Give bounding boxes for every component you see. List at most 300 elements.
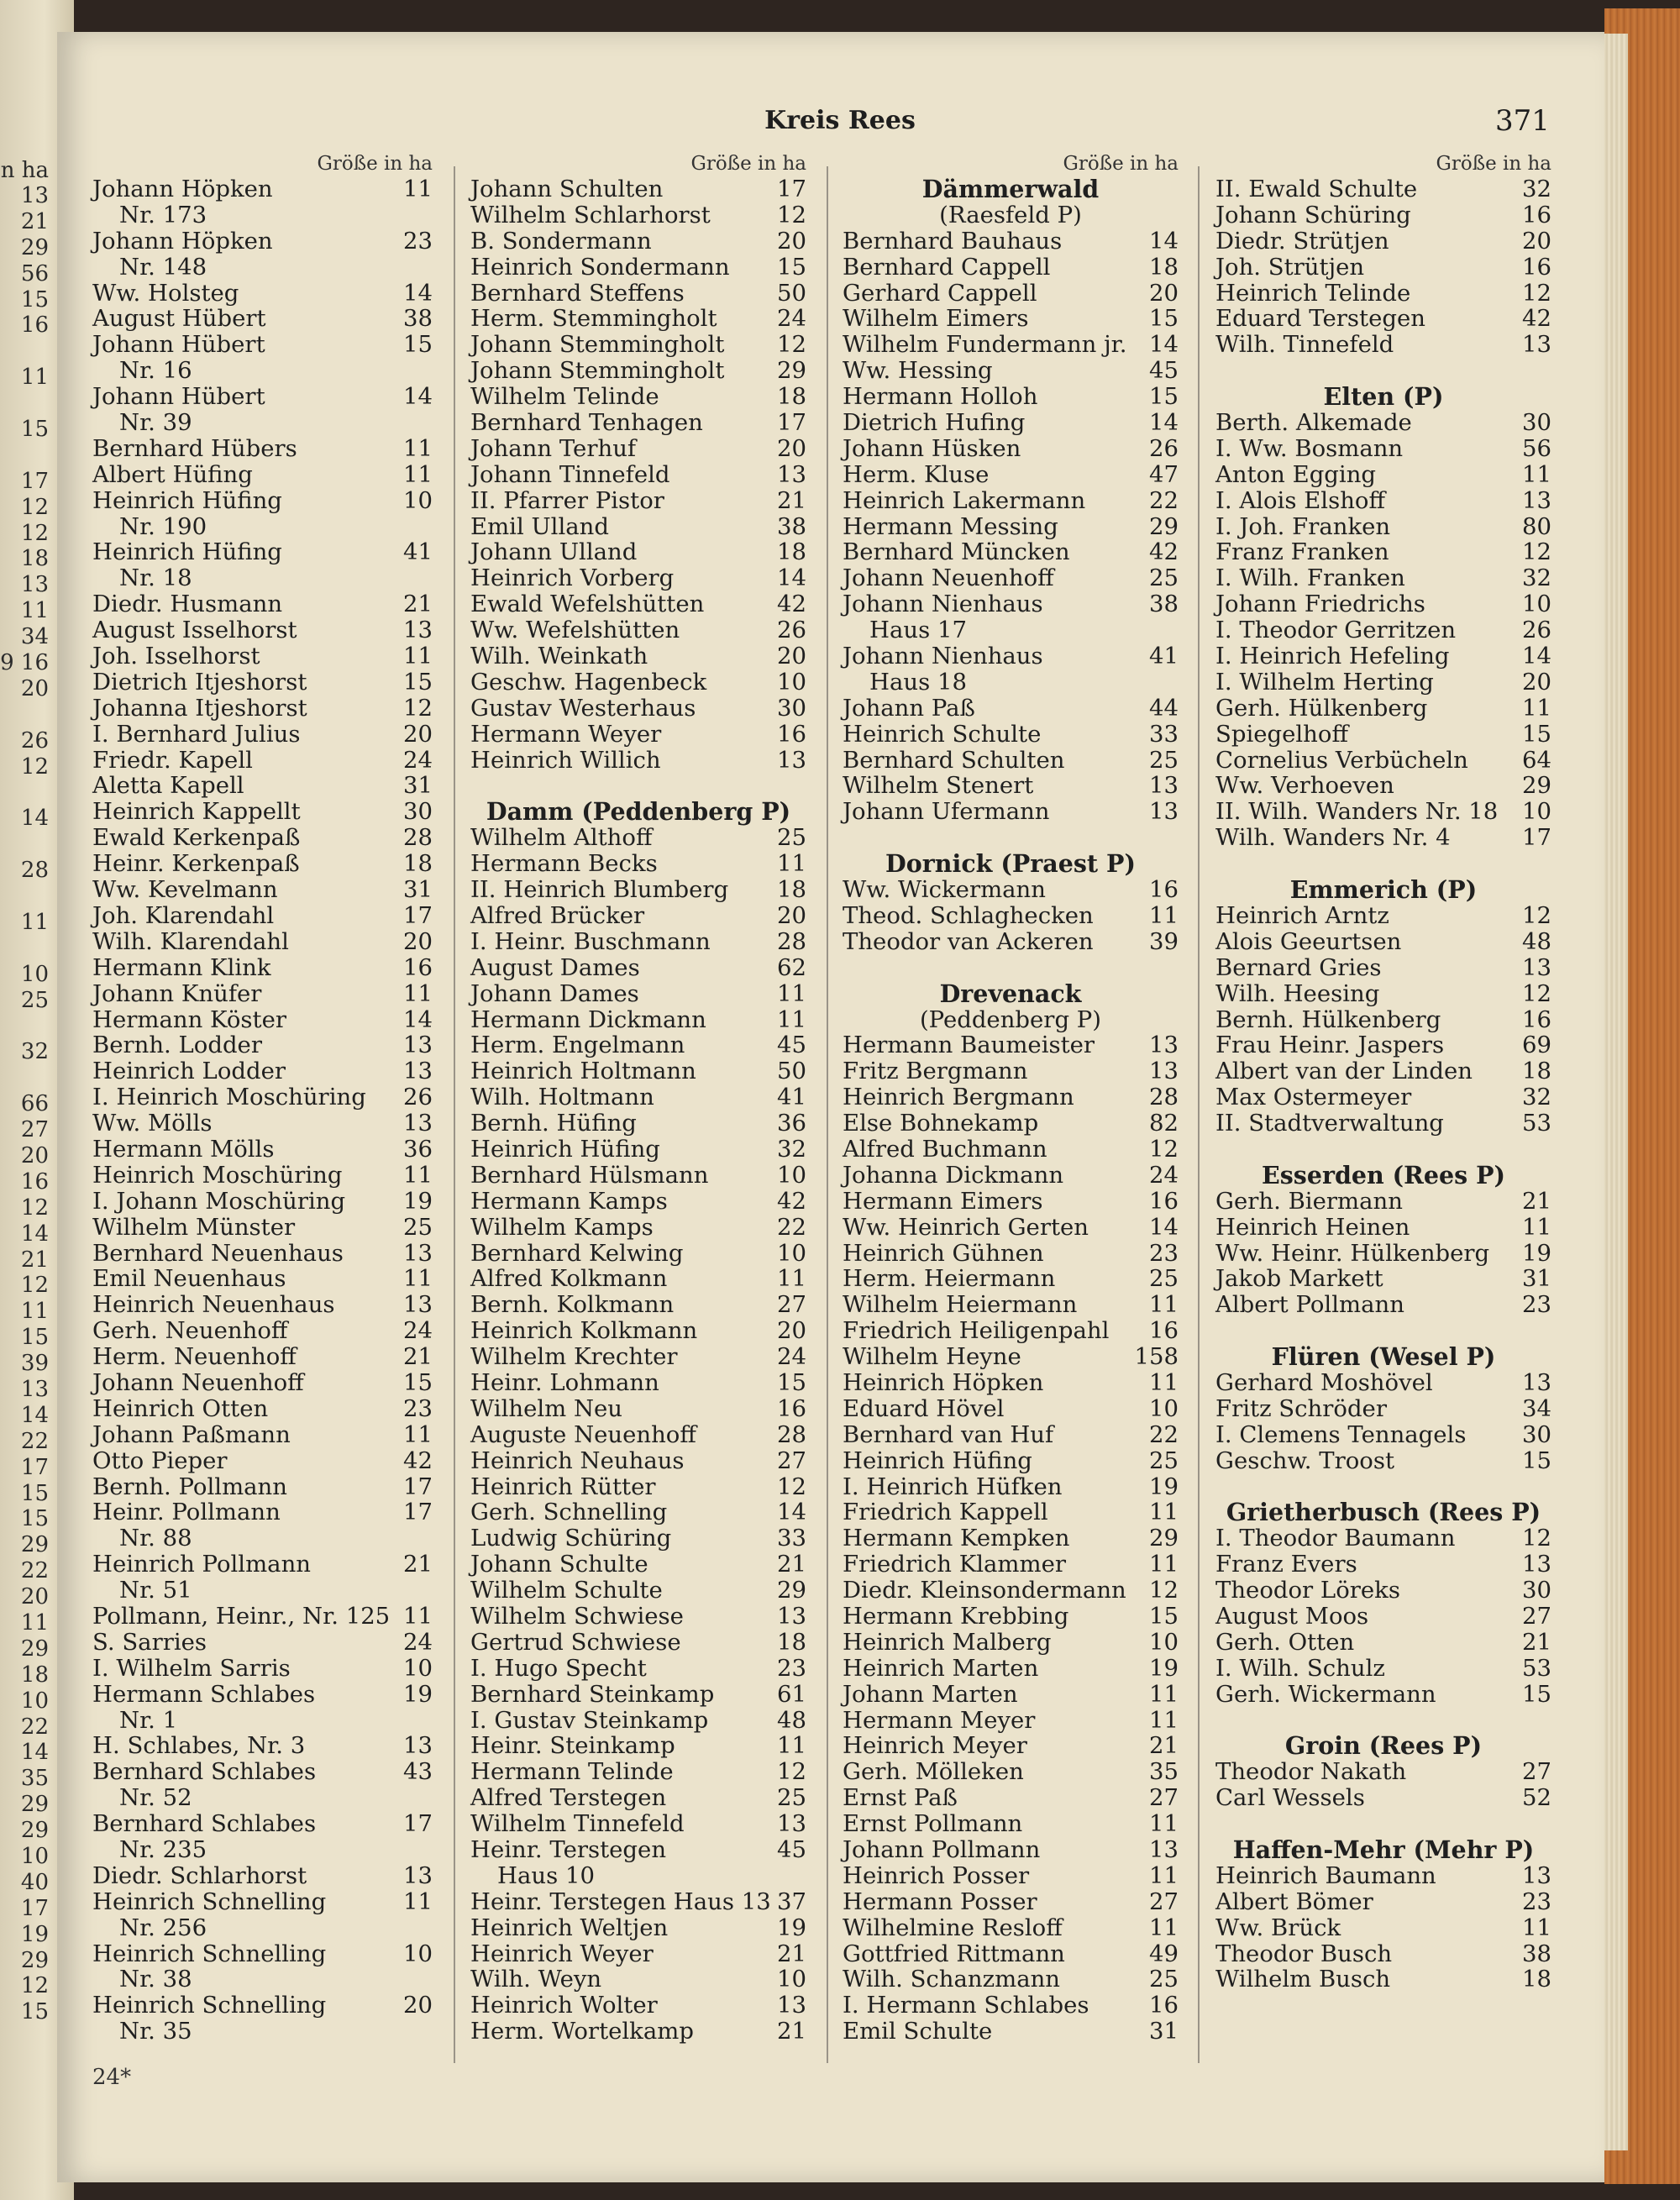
previous-page-value: 15 <box>20 417 49 443</box>
page-number: 371 <box>1495 104 1550 138</box>
size-value: 69 <box>1522 1032 1551 1059</box>
size-value: 13 <box>777 1810 806 1838</box>
list-item <box>92 696 433 722</box>
list-item <box>470 825 806 851</box>
size-value: 37 <box>777 1888 806 1915</box>
size-value: 13 <box>403 1732 433 1760</box>
size-value: 10 <box>403 486 433 514</box>
list-item <box>1215 1915 1551 1941</box>
owner-name: Herm. Heiermann <box>843 1265 1056 1293</box>
owner-name: Hermann Mölls <box>92 1135 275 1163</box>
owner-name: Bernhard Schlabes <box>92 1758 317 1786</box>
size-value: 52 <box>1522 1784 1551 1812</box>
size-value: 18 <box>1522 1966 1551 1993</box>
owner-name: Wilhelm Schlarhorst <box>470 201 711 228</box>
size-value: 25 <box>1149 564 1179 592</box>
list-item <box>470 358 806 384</box>
owner-name: Wilhelm Schulte <box>470 1577 663 1604</box>
owner-name: I. Heinr. Buschmann <box>470 927 711 955</box>
size-value: 16 <box>777 720 806 748</box>
owner-name: August Hübert <box>92 305 266 333</box>
list-item <box>1215 1863 1551 1889</box>
owner-name: I. Ww. Bosmann <box>1215 434 1404 462</box>
owner-name: Heinrich Gühnen <box>843 1239 1044 1267</box>
owner-name: Bernh. Kolkmann <box>470 1291 675 1319</box>
list-item <box>92 1552 433 1578</box>
list-item <box>470 696 806 722</box>
column-3 <box>843 151 1179 2045</box>
size-value: 31 <box>1522 1265 1551 1293</box>
previous-page-value: 17 <box>20 1895 49 1921</box>
size-value: 20 <box>777 1317 806 1345</box>
list-item <box>470 488 806 514</box>
owner-name: Johann Marten <box>843 1680 1018 1708</box>
owner-name: Eduard Hövel <box>843 1394 1005 1422</box>
size-value: 14 <box>403 383 433 411</box>
owner-name: Johann Schüring <box>1215 201 1411 228</box>
list-item <box>843 332 1179 358</box>
owner-name: Wilhelm Telinde <box>470 383 659 411</box>
list-item <box>470 384 806 410</box>
owner-name: August Moos <box>1215 1602 1369 1630</box>
list-item <box>843 514 1179 540</box>
list-item <box>843 722 1179 748</box>
previous-page-value: 22 <box>20 1428 49 1454</box>
list-item <box>92 488 433 514</box>
owner-name: Bernh. Pollmann <box>92 1473 287 1500</box>
list-item <box>843 1993 1179 2019</box>
owner-name: Hermann Messing <box>843 512 1058 540</box>
size-value: 14 <box>777 1499 806 1526</box>
list-item <box>470 1733 806 1759</box>
previous-page-value: 29 <box>20 1818 49 1844</box>
owner-name: Diedr. Strütjen <box>1215 227 1389 255</box>
size-value: 17 <box>777 176 806 202</box>
size-value: 21 <box>1522 1187 1551 1215</box>
list-item <box>1215 773 1551 799</box>
list-item <box>470 281 806 307</box>
list-item <box>470 1941 806 1967</box>
size-value: 13 <box>1149 772 1179 800</box>
owner-name: Bernhard Schulten <box>843 746 1065 774</box>
list-item <box>843 1604 1179 1630</box>
size-value: 12 <box>1522 979 1551 1007</box>
column-header: Größe in ha <box>317 153 433 175</box>
previous-page-value: 14 <box>20 1740 49 1766</box>
size-value: 16 <box>777 1394 806 1422</box>
owner-name: Johann Höpken <box>92 176 273 202</box>
owner-name: Heinrich Weltjen <box>470 1914 669 1941</box>
owner-name: I. Heinrich Hüfken <box>843 1473 1063 1500</box>
list-item <box>843 1084 1179 1111</box>
previous-page-value: 18 <box>20 546 49 572</box>
size-value: 13 <box>403 617 433 644</box>
owner-name: Hermann Dickmann <box>470 1005 706 1033</box>
section-heading: Dämmerwald <box>921 175 1100 203</box>
size-value: 25 <box>777 824 806 852</box>
size-value: 32 <box>1522 176 1551 202</box>
list-item <box>470 1318 806 1344</box>
owner-name: Johann Hübert <box>92 331 265 359</box>
section-heading: Emmerich (P) <box>1289 875 1478 905</box>
list-item <box>1215 929 1551 955</box>
size-value: 19 <box>403 1680 433 1708</box>
size-value: 30 <box>1522 1420 1551 1448</box>
list-item <box>843 1785 1179 1811</box>
size-value: 30 <box>777 694 806 722</box>
owner-name: Heinrich Hüfing <box>92 538 282 566</box>
size-value: 12 <box>777 201 806 228</box>
owner-name: Ernst Paß <box>843 1784 958 1812</box>
owner-name: Heinrich Schnelling <box>92 1992 327 2019</box>
size-value: 31 <box>1149 2018 1179 2045</box>
list-item <box>843 1682 1179 1708</box>
size-value: 11 <box>1149 1914 1179 1941</box>
list-item <box>843 358 1179 384</box>
size-value: 42 <box>777 1187 806 1215</box>
previous-page-value: 12 <box>20 753 49 780</box>
list-item <box>1215 748 1551 774</box>
size-value: 18 <box>777 876 806 904</box>
owner-name: I. Heinrich Moschüring <box>92 1084 366 1111</box>
column-1 <box>92 151 433 2045</box>
list-item <box>843 1525 1179 1552</box>
owner-name: Eduard Terstegen <box>1215 305 1425 333</box>
size-value: 14 <box>1149 1213 1179 1241</box>
size-value: 18 <box>777 383 806 411</box>
size-value: 12 <box>1522 1525 1551 1552</box>
size-value: 32 <box>1522 1084 1551 1111</box>
size-value: 11 <box>777 850 806 878</box>
list-item <box>1215 1292 1551 1318</box>
owner-name: Haus 10 <box>497 1861 595 1889</box>
owner-name: Wilh. Schanzmann <box>843 1966 1061 1993</box>
owner-name: Heinrich Malberg <box>843 1628 1052 1656</box>
owner-name: Gertrud Schwiese <box>470 1628 681 1656</box>
size-value: 13 <box>1149 1836 1179 1863</box>
column-header: Größe in ha <box>1063 153 1179 175</box>
size-value: 15 <box>1522 1680 1551 1708</box>
list-item <box>470 929 806 955</box>
size-value: 45 <box>1149 357 1179 385</box>
size-value: 13 <box>1522 1368 1551 1396</box>
owner-name: Wilh. Weinkath <box>470 643 648 670</box>
list-item <box>843 1889 1179 1915</box>
owner-name: Anton Egging <box>1215 460 1377 488</box>
list-item <box>843 384 1179 410</box>
owner-name: Heinrich Kolkmann <box>470 1317 698 1345</box>
owner-name: Gerh. Biermann <box>1215 1187 1403 1215</box>
list-item <box>843 1215 1179 1241</box>
list-item <box>470 748 806 774</box>
owner-name: Heinrich Arntz <box>1215 901 1389 929</box>
owner-name: Ww. Hessing <box>843 357 993 385</box>
size-value: 49 <box>1149 1940 1179 1967</box>
list-item <box>843 1344 1179 1370</box>
size-value: 29 <box>1522 772 1551 800</box>
owner-name: I. Hermann Schlabes <box>843 1992 1089 2019</box>
size-value: 47 <box>1149 460 1179 488</box>
list-item <box>843 436 1179 462</box>
owner-name: I. Alois Elshoff <box>1215 486 1385 514</box>
list-item <box>470 1708 806 1734</box>
size-value: 20 <box>403 927 433 955</box>
owner-name: Heinrich Lakermann <box>843 486 1086 514</box>
owner-name: Hermann Posser <box>843 1888 1037 1915</box>
previous-page-value <box>0 832 49 858</box>
owner-name: Heinrich Hüfing <box>92 486 282 514</box>
size-value: 11 <box>403 434 433 462</box>
owner-name: Gottfried Rittmann <box>843 1940 1065 1967</box>
owner-name: Johanna Itjeshorst <box>92 694 307 722</box>
owner-name: Alfred Kolkmann <box>470 1265 668 1293</box>
owner-name: Nr. 38 <box>119 1966 192 1993</box>
size-value: 11 <box>1149 1291 1179 1319</box>
list-item <box>92 722 433 748</box>
size-value: 11 <box>1149 1680 1179 1708</box>
size-value: 10 <box>777 1239 806 1267</box>
size-value: 24 <box>777 1343 806 1371</box>
list-item <box>1215 1058 1551 1084</box>
size-value: 45 <box>777 1032 806 1059</box>
size-value: 18 <box>403 850 433 878</box>
size-value: 44 <box>1149 694 1179 722</box>
size-value: 23 <box>1149 1239 1179 1267</box>
owner-name: I. Johann Moschüring <box>92 1187 346 1215</box>
previous-page-value: 14 <box>20 806 49 832</box>
owner-name: Theodor Nakath <box>1215 1758 1407 1786</box>
owner-name: Spiegelhoff <box>1215 720 1348 748</box>
previous-page-value: 19 <box>20 1921 49 1947</box>
size-value: 11 <box>1522 1213 1551 1241</box>
list-item <box>843 1474 1179 1500</box>
owner-name: Franz Franken <box>1215 538 1389 566</box>
list-item <box>92 1682 433 1708</box>
list-item <box>92 929 433 955</box>
size-value: 50 <box>777 279 806 307</box>
owner-name: Heinrich Bergmann <box>843 1084 1074 1111</box>
size-value: 29 <box>1149 512 1179 540</box>
list-item <box>843 773 1179 799</box>
list-item <box>92 281 433 307</box>
size-value: 35 <box>1149 1758 1179 1786</box>
owner-name: Herm. Stemmingholt <box>470 305 717 333</box>
size-value: 11 <box>777 1265 806 1293</box>
owner-name: Albert Hüfing <box>92 460 253 488</box>
owner-name: Heinrich Otten <box>92 1394 269 1422</box>
size-value: 11 <box>1149 1706 1179 1734</box>
entry-continuation <box>92 1785 433 1811</box>
list-item <box>1215 332 1551 358</box>
owner-name: Diedr. Kleinsondermann <box>843 1577 1126 1604</box>
spacer <box>1215 851 1551 877</box>
owner-name: Bernh. Hüfing <box>470 1110 637 1137</box>
size-value: 16 <box>1522 253 1551 281</box>
list-item <box>92 748 433 774</box>
list-item <box>92 1499 433 1525</box>
owner-name: Theodor van Ackeren <box>843 927 1094 955</box>
list-item <box>843 1656 1179 1682</box>
list-item <box>843 877 1179 903</box>
size-value: 28 <box>403 824 433 852</box>
size-value: 13 <box>403 1861 433 1889</box>
size-value: 10 <box>777 1966 806 1993</box>
list-item <box>843 255 1179 281</box>
list-item <box>92 1266 433 1292</box>
owner-name: Ww. Kevelmann <box>92 876 278 904</box>
list-item <box>1215 176 1551 202</box>
list-item <box>92 1656 433 1682</box>
owner-name: Hermann Klink <box>92 953 271 981</box>
owner-name: Wilhelm Heyne <box>843 1343 1021 1371</box>
list-item <box>843 1032 1179 1058</box>
list-item <box>843 488 1179 514</box>
owner-name: Heinrich Telinde <box>1215 279 1411 307</box>
owner-name: Geschw. Troost <box>1215 1447 1394 1474</box>
list-item <box>470 1032 806 1058</box>
list-item <box>470 1448 806 1474</box>
previous-page-value <box>0 339 49 365</box>
previous-page-value: 10 <box>20 1688 49 1714</box>
owner-name: Alfred Brücker <box>470 901 645 929</box>
owner-name: Albert Pollmann <box>1215 1291 1404 1319</box>
list-item <box>470 1344 806 1370</box>
owner-name: Heinrich Neuhaus <box>470 1447 685 1474</box>
previous-page-value: 22 <box>20 1558 49 1584</box>
size-value: 26 <box>1149 434 1179 462</box>
list-item <box>1215 306 1551 332</box>
list-item <box>1215 1396 1551 1422</box>
owner-name: Theodor Löreks <box>1215 1577 1400 1604</box>
size-value: 13 <box>1149 1032 1179 1059</box>
owner-name: Franz Evers <box>1215 1551 1357 1578</box>
previous-page-value: 34 <box>20 624 49 650</box>
owner-name: Gerh. Otten <box>1215 1628 1355 1656</box>
size-value: 45 <box>777 1836 806 1863</box>
list-item <box>1215 255 1551 281</box>
size-value: 15 <box>1522 720 1551 748</box>
owner-name: Geschw. Hagenbeck <box>470 668 707 696</box>
signature-mark: 24* <box>92 2065 132 2090</box>
list-item <box>470 1084 806 1111</box>
owner-name: Johann Hübert <box>92 383 265 411</box>
list-item <box>843 1499 1179 1525</box>
owner-name: Hermann Köster <box>92 1005 286 1033</box>
owner-name: Heinrich Wolter <box>470 1992 658 2019</box>
spacer <box>843 825 1179 851</box>
size-value: 21 <box>1149 1732 1179 1760</box>
previous-page-value: 18 <box>20 1662 49 1688</box>
size-value: 22 <box>1149 1420 1179 1448</box>
owner-name: Bernhard Neuenhaus <box>92 1239 344 1267</box>
previous-page-value: 12 <box>20 520 49 546</box>
size-value: 42 <box>777 591 806 618</box>
owner-name: Bernh. Lodder <box>92 1032 262 1059</box>
owner-name: I. Wilhelm Sarris <box>92 1654 291 1682</box>
list-item <box>1215 1966 1551 1993</box>
list-item <box>470 1811 806 1837</box>
list-item <box>470 1837 806 1863</box>
owner-name: Heinrich Höpken <box>843 1368 1044 1396</box>
list-item <box>470 514 806 540</box>
list-item <box>1215 1241 1551 1267</box>
owner-name: Theodor Busch <box>1215 1940 1393 1967</box>
list-item <box>92 1733 433 1759</box>
size-value: 48 <box>777 1706 806 1734</box>
list-item <box>92 1811 433 1837</box>
list-item <box>470 1007 806 1033</box>
list-item <box>92 1032 433 1058</box>
list-item <box>1215 1941 1551 1967</box>
size-value: 17 <box>1522 824 1551 852</box>
column-divider <box>1198 166 1200 2063</box>
size-value: 25 <box>403 1213 433 1241</box>
size-value: 15 <box>403 1368 433 1396</box>
previous-page-value: 21 <box>20 208 49 234</box>
list-item <box>843 1941 1179 1967</box>
list-item <box>843 462 1179 488</box>
list-item <box>470 1630 806 1656</box>
size-value: 15 <box>1149 383 1179 411</box>
owner-name: Wilh. Wanders Nr. 4 <box>1215 824 1451 852</box>
owner-name: Fritz Bergmann <box>843 1058 1028 1085</box>
size-value: 23 <box>777 1654 806 1682</box>
previous-page-value: 15 <box>20 1325 49 1351</box>
owner-name: Heinrich Lodder <box>92 1058 286 1085</box>
list-item <box>1215 1525 1551 1552</box>
owner-name: Heinr. Terstegen Haus 13 <box>470 1888 771 1915</box>
size-value: 13 <box>777 746 806 774</box>
size-value: 13 <box>403 1058 433 1085</box>
owner-name: Hermann Baumeister <box>843 1032 1095 1059</box>
size-value: 14 <box>403 1005 433 1033</box>
owner-name: I. Theodor Gerritzen <box>1215 617 1457 644</box>
list-item <box>843 539 1179 565</box>
size-value: 13 <box>1522 331 1551 359</box>
previous-page-value: 16 <box>20 1168 49 1195</box>
list-item <box>843 1863 1179 1889</box>
previous-page-value <box>0 936 49 962</box>
owner-name: I. Hugo Specht <box>470 1654 647 1682</box>
list-item <box>470 1058 806 1084</box>
list-item <box>470 1396 806 1422</box>
owner-name: Bernhard Hülsmann <box>470 1161 709 1189</box>
size-value: 38 <box>1149 591 1179 618</box>
size-value: 16 <box>1149 1992 1179 2019</box>
size-value: 11 <box>403 1602 433 1630</box>
list-item <box>843 306 1179 332</box>
size-value: 24 <box>777 305 806 333</box>
previous-page-value: 11 <box>20 365 49 391</box>
owner-name: Bernhard Steinkamp <box>470 1680 715 1708</box>
owner-name: Bernhard Hübers <box>92 434 297 462</box>
previous-page-value: 21 <box>20 1247 49 1273</box>
size-value: 14 <box>1149 227 1179 255</box>
size-value: 19 <box>403 1187 433 1215</box>
owner-name: Wilhelm Stenert <box>843 772 1034 800</box>
spacer <box>1215 1318 1551 1344</box>
list-item <box>470 1137 806 1163</box>
owner-name: Ewald Kerkenpaß <box>92 824 301 852</box>
size-value: 10 <box>403 1654 433 1682</box>
size-value: 12 <box>1522 279 1551 307</box>
spacer <box>1215 1708 1551 1734</box>
list-item <box>843 1966 1179 1993</box>
owner-name: Wilh. Tinnefeld <box>1215 331 1394 359</box>
size-value: 14 <box>777 564 806 592</box>
list-item <box>843 1318 1179 1344</box>
column-divider <box>827 166 828 2063</box>
